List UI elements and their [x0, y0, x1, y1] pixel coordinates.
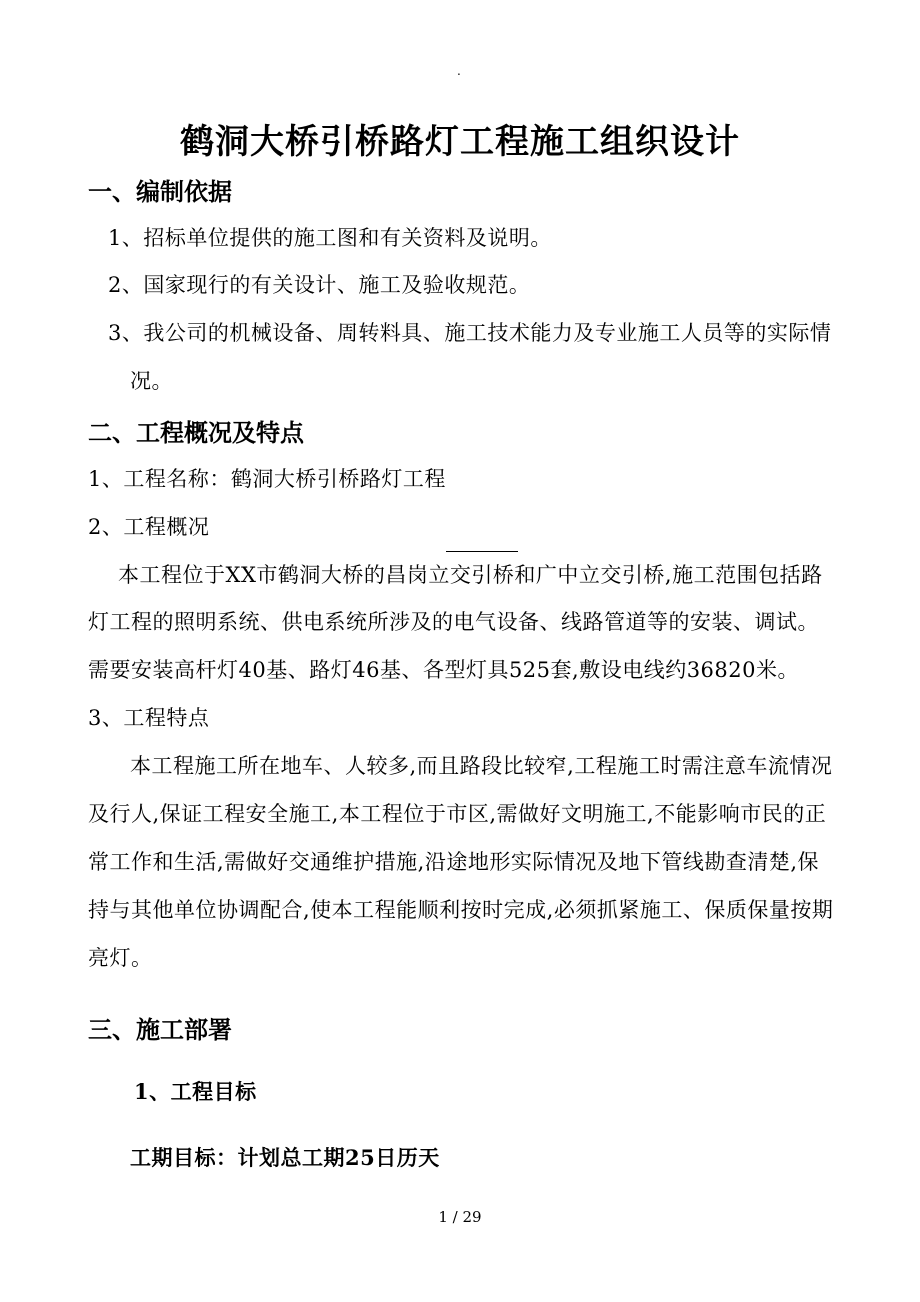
page-number: 1 / 29	[438, 1208, 482, 1226]
basis-item-3-continued: 况。	[130, 369, 173, 393]
overview-subheading: 2、工程概况	[88, 515, 210, 539]
overview-line-3: 需要安装高杆灯40基、路灯46基、各型灯具525套,敷设电线约36820米。	[88, 658, 800, 682]
text-overline-mark	[446, 551, 518, 552]
features-line-5: 亮灯。	[88, 946, 153, 970]
header-dot: .	[457, 64, 461, 78]
overview-line-2: 灯工程的照明系统、供电系统所涉及的电气设备、线路管道等的安装、调试。	[88, 610, 819, 634]
schedule-goal-line: 工期目标：计划总工期25日历天	[130, 1145, 440, 1170]
features-line-4: 持与其他单位协调配合,使本工程能顺利按时完成,必须抓紧施工、保质保量按期	[88, 898, 834, 922]
features-line-1: 本工程施工所在地车、人较多,而且路段比较窄,工程施工时需注意车流情况	[130, 754, 833, 778]
basis-item-1: 1、招标单位提供的施工图和有关资料及说明。	[108, 226, 552, 250]
overview-line-1: 本工程位于XX市鹤洞大桥的昌岗立交引桥和广中立交引桥,施工范围包括路	[118, 563, 823, 587]
features-line-2: 及行人,保证工程安全施工,本工程位于市区,需做好文明施工,不能影响市民的正	[88, 802, 827, 826]
features-subheading: 3、工程特点	[88, 706, 210, 730]
basis-item-2: 2、国家现行的有关设计、施工及验收规范。	[108, 273, 531, 297]
project-name-line: 1、工程名称：鹤洞大桥引桥路灯工程	[88, 467, 446, 491]
features-line-3: 常工作和生活,需做好交通维护措施,沿途地形实际情况及地下管线勘查清楚,保	[88, 850, 820, 874]
document-title: 鹤洞大桥引桥路灯工程施工组织设计	[180, 122, 740, 162]
section-heading-deployment: 三、施工部署	[88, 1015, 232, 1044]
section-heading-overview: 二、工程概况及特点	[88, 418, 304, 447]
section-heading-basis: 一、编制依据	[88, 177, 232, 206]
basis-item-3: 3、我公司的机械设备、周转料具、施工技术能力及专业施工人员等的实际情	[108, 321, 832, 345]
goal-subheading: 1、工程目标	[134, 1079, 257, 1104]
